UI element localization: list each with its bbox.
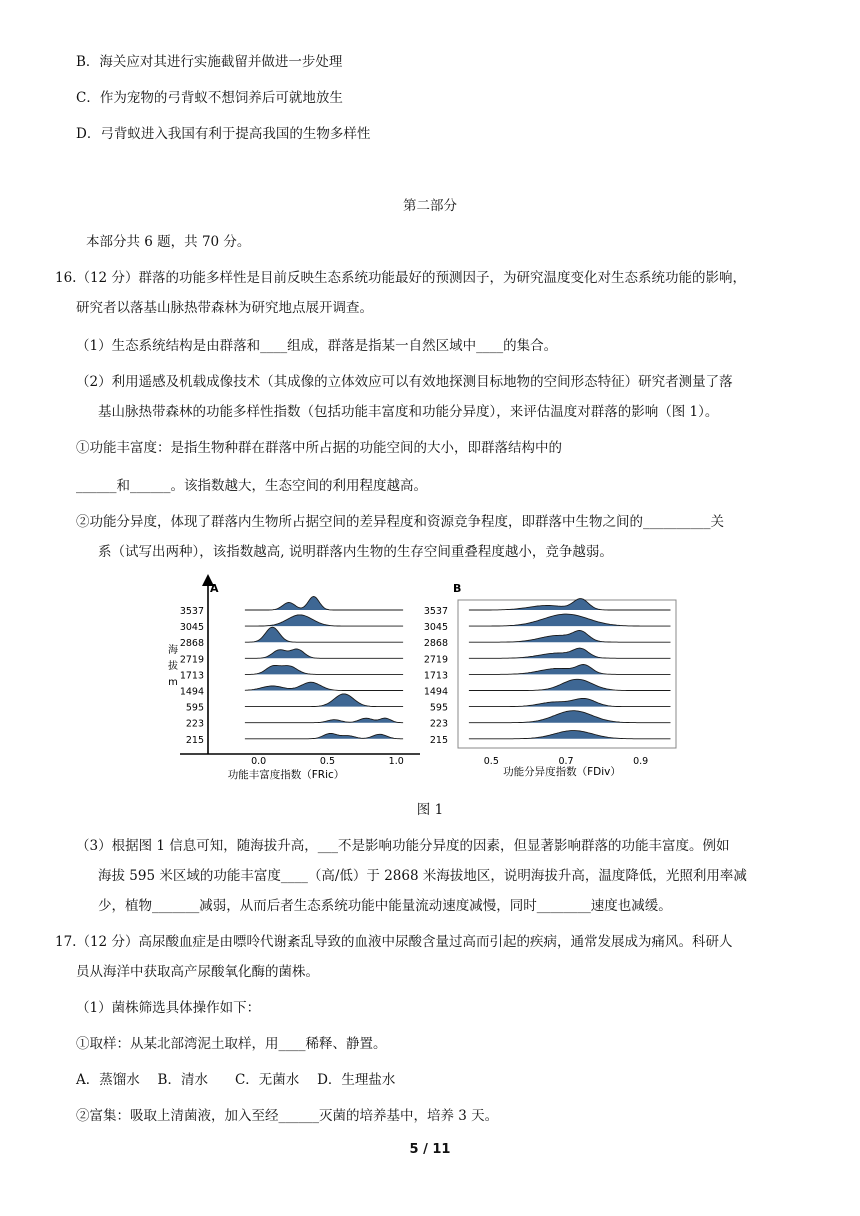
ridge-fill-b-2868 [469,631,671,643]
q17-part1: （1）菌株筛选具体操作如下： [76,1000,261,1016]
row-label-b-3537: 3537 [423,606,448,617]
q16-part2-line2: 基山脉热带森林的功能多样性指数（包括功能丰富度和功能分异度），来评估温度对群落的影响（图 1）。 [98,404,719,420]
figure-caption: 图 1 [416,802,444,818]
ridge-fill-a-2719 [245,649,403,658]
part2-title: 第二部分 [403,198,457,214]
q17-part1-ii: ②富集：吸取上清菌液，加入至经______灭菌的培养基中，培养 3 天。 [76,1108,499,1124]
row-label-b-3045: 3045 [423,622,448,634]
row-label-a-3045: 3045 [179,622,204,634]
row-label-b-595: 595 [429,702,448,714]
x-tick-b-0.9: 0.9 [633,756,649,767]
row-label-b-215: 215 [429,734,448,746]
figure-1-ridgeline-charts [150,572,710,787]
q16-part1: （1）生态系统结构是由群落和____组成，群落是指某一自然区域中____的集合。 [76,338,558,354]
q17-part1-i: ①取样：从某北部湾泥土取样，用____稀释、静置。 [76,1036,387,1052]
row-label-a-2868: 2868 [179,638,204,650]
ridge-fill-b-223 [469,711,671,723]
q16-part2-line1: （2）利用遥感及机载成像技术（其成像的立体效应可以有效地探测目标地物的空间形态特征）研究者测量了落 [76,374,733,390]
x-tick-a-0.5: 0.5 [319,756,335,767]
x-tick-a-0.0: 0.0 [251,756,267,767]
x-tick-b-0.7: 0.7 [558,756,574,767]
q16-part3-line1: （3）根据图 1 信息可知，随海拔升高，___不是影响功能分异度的因素，但显著影响群落的功能丰富度。例如 [76,838,730,854]
ridge-fill-b-1713 [469,665,671,675]
q15-option-c: C．作为宠物的弓背蚁不想饲养后可就地放生 [76,90,343,106]
row-label-b-223: 223 [429,718,448,730]
ridge-fill-b-595 [469,698,671,706]
row-label-a-1494: 1494 [179,686,204,698]
row-label-a-223: 223 [185,718,204,730]
row-label-a-2719: 2719 [179,654,204,666]
row-label-b-1494: 1494 [423,686,448,698]
panel-a-y-label [168,643,178,688]
page-number: 5 / 11 [409,1142,451,1157]
q15-option-b: B．海关应对其进行实施截留并做进一步处理 [76,54,343,70]
x-tick-a-1.0: 1.0 [388,756,404,767]
q16-intro-line1: 16.（12 分）群落的功能多样性是目前反映生态系统功能最好的预测因子，为研究温度变化对生态系统功能的影响， [55,270,746,286]
ridge-fill-b-215 [469,731,671,739]
ridge-line-a-3045 [245,615,403,626]
q16-part2-i-line1: ①功能丰富度：是指生物种群在群落中所占据的功能空间的大小，即群落结构中的 [76,440,562,456]
q17-intro-line2: 员从海洋中获取高产尿酸氧化酶的菌株。 [76,964,319,980]
y-label-char: m [168,677,178,688]
q15-option-d: D．弓背蚁进入我国有利于提高我国的生物多样性 [76,126,371,142]
panel-b [424,582,676,778]
row-label-a-1713: 1713 [179,670,204,682]
panel-a-label: A [210,582,219,595]
ridge-line-a-3537 [245,597,403,611]
panel-b-label: B [453,582,462,595]
panel-a [168,574,420,781]
q16-intro-line2: 研究者以落基山脉热带森林为研究地点展开调查。 [76,300,373,316]
panel-b-x-label: 功能分异度指数（FDiv） [503,766,621,778]
y-label-char: 海 [168,645,178,656]
q16-part2-i-line2: ______和______。该指数越大，生态空间的利用程度越高。 [76,478,427,494]
row-label-a-595: 595 [185,702,204,714]
q16-part2-ii-line2: 系（试写出两种），该指数越高, 说明群落内生物的生存空间重叠程度越小，竞争越弱。 [98,544,613,560]
q16-part3-line3: 少，植物_______减弱，从而后者生态系统功能中能量流动速度减慢，同时________速度也减缓。 [98,898,672,914]
ridge-fill-b-3045 [469,614,671,626]
x-tick-b-0.5: 0.5 [483,756,499,767]
y-label-char: 拔 [168,661,178,672]
panel-a-x-label: 功能丰富度指数（FRic） [227,769,345,781]
ridge-fill-b-2719 [469,648,671,658]
row-label-a-215: 215 [185,734,204,746]
row-label-b-2719: 2719 [423,654,448,666]
row-label-b-2868: 2868 [423,638,448,650]
q17-intro-line1: 17.（12 分）高尿酸血症是由嘌呤代谢紊乱导致的血液中尿酸含量过高而引起的疾病，通常发展成为痛风。科研人 [55,934,733,950]
ridge-line-a-595 [245,694,403,707]
q16-part3-line2: 海拔 595 米区域的功能丰富度____（高/低）于 2868 米海拔地区，说明海拔升高，温度降低，光照利用率减 [98,868,747,884]
q17-options: A．蒸馏水 B．清水 C．无菌水 D．生理盐水 [76,1072,396,1088]
q16-part2-ii-line1: ②功能分异度，体现了群落内生物所占据空间的差异程度和资源竞争程度，即群落中生物之间的__________关 [76,514,724,530]
row-label-b-1713: 1713 [423,670,448,682]
row-label-a-3537: 3537 [179,606,204,617]
ridge-fill-a-1713 [245,665,403,674]
part2-desc: 本部分共 6 题，共 70 分。 [86,234,251,250]
